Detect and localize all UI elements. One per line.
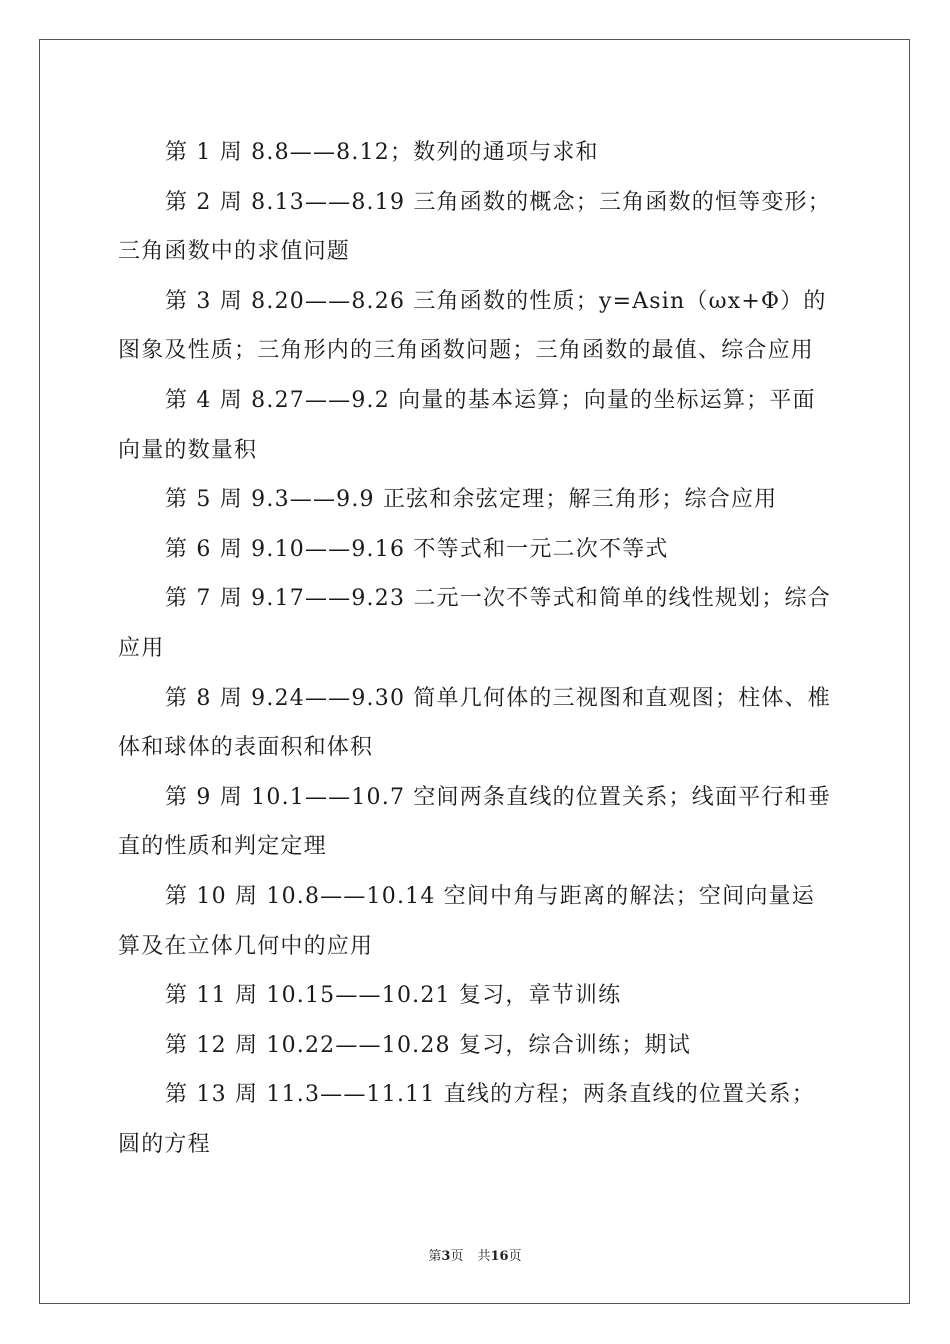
total-prefix: 共 — [477, 1249, 491, 1264]
total-suffix: 页 — [508, 1249, 522, 1264]
schedule-week-3: 第 3 周 8.20——8.26 三角函数的性质；y=Asin（ωx+Φ）的图象及性质；三角形内的三角函数问题；三角函数的最值、综合应用 — [118, 288, 827, 364]
schedule-week-2: 第 2 周 8.13——8.19 三角函数的概念；三角函数的恒等变形；三角函数中的求值问题 — [118, 189, 831, 265]
schedule-week-6: 第 6 周 9.10——9.16 不等式和一元二次不等式 — [165, 536, 669, 562]
page-suffix: 页 — [450, 1249, 464, 1264]
schedule-week-5: 第 5 周 9.3——9.9 正弦和余弦定理；解三角形；综合应用 — [165, 487, 778, 513]
document-body — [118, 128, 838, 1169]
schedule-week-7: 第 7 周 9.17——9.23 二元一次不等式和简单的线性规划；综合应用 — [118, 586, 831, 661]
schedule-week-4: 第 4 周 8.27——9.2 向量的基本运算；向量的坐标运算；平面向量的数量积 — [118, 387, 816, 463]
schedule-week-10: 第 10 周 10.8——10.14 空间中角与距离的解法；空间向量运算及在立体几何中的应用 — [118, 883, 815, 959]
total-pages: 16 — [490, 1249, 509, 1264]
page-footer — [0, 1245, 950, 1264]
page-prefix: 第 — [428, 1249, 442, 1264]
schedule-week-9: 第 9 周 10.1——10.7 空间两条直线的位置关系；线面平行和垂直的性质和判定定理 — [118, 784, 831, 860]
schedule-week-13: 第 13 周 11.3——11.11 直线的方程；两条直线的位置关系；圆的方程 — [118, 1082, 815, 1157]
schedule-week-1: 第 1 周 8.8——8.12；数列的通项与求和 — [165, 140, 599, 165]
schedule-week-11: 第 11 周 10.15——10.21 复习，章节训练 — [165, 983, 622, 1009]
page-number: 3 — [441, 1249, 451, 1264]
schedule-week-12: 第 12 周 10.22——10.28 复习，综合训练；期试 — [165, 1032, 691, 1058]
schedule-week-8: 第 8 周 9.24——9.30 简单几何体的三视图和直观图；柱体、椎体和球体的表面积和体积 — [118, 685, 831, 761]
